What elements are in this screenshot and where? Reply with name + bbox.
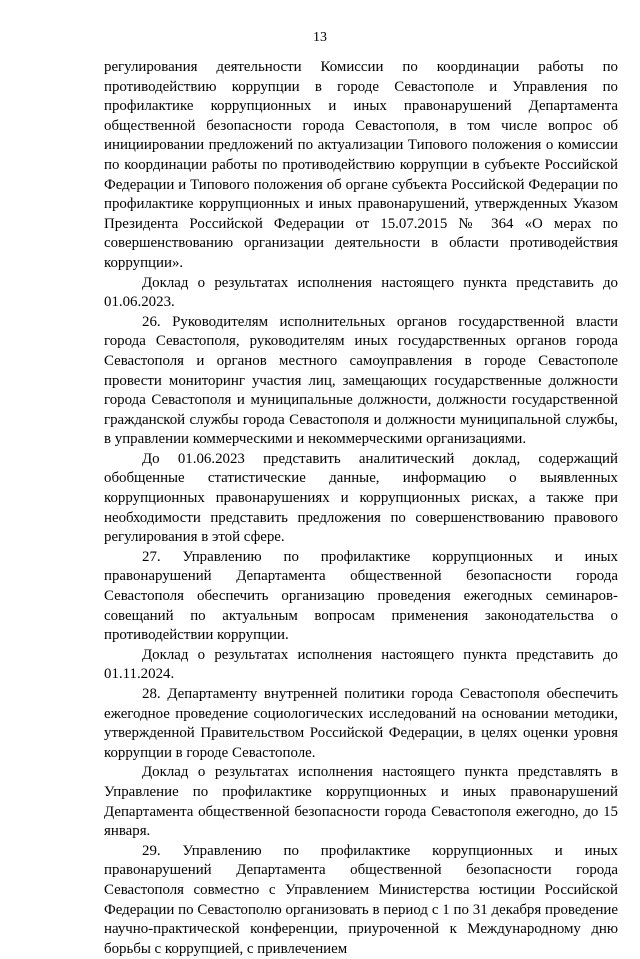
paragraph-continuation: регулирования деятельности Комиссии по координации работы по противодействию коррупции в городе Севастополе и Управления по профилактике коррупционных и иных правонарушений Департамента общественной безопасности города Севастополя, в том числе вопрос об инициировании предложений по актуализации Типового положения о комиссии по координации работы по противодействию коррупции в субъекте Российской Федерации и Типового положения об органе субъекта Российской Федерации по профилактике коррупционных и иных правонарушений, утвержденных Указом Президента Российской Федерации от 15.07.2015 № 364 «О мерах по совершенствованию организации деятельности в области противодействия коррупции».	[104, 59, 618, 271]
paragraph-item-26-report: До 01.06.2023 представить аналитический доклад, содержащий обобщенные статистические данные, информацию о выявленных коррупционных правонарушениях и коррупционных рисках, а также при необходимости представить предложения по совершенствованию правового регулирования в этой сфере.	[104, 450, 618, 546]
paragraph-report-deadline: Доклад о результатах исполнения настоящего пункта представить до 01.06.2023.	[104, 274, 618, 311]
paragraph-item-28-report: Доклад о результатах исполнения настоящего пункта представлять в Управление по профилактике коррупционных и иных правонарушений Департамента общественной безопасности города Севастополя ежегодно, до 15 января.	[104, 764, 618, 840]
page-number: 13	[313, 30, 327, 45]
paragraph-item-29: 29. Управлению по профилактике коррупционных и иных правонарушений Департамента общественной безопасности города Севастополя совместно с Управлением Министерства юстиции Российской Федерации по Севастополю организовать в период с 1 по 31 декабря проведение научно-практической конференции, приуроченной к Международному дню борьбы с коррупцией, с привлечением	[104, 842, 618, 957]
paragraph-item-27-report: Доклад о результатах исполнения настоящего пункта представить до 01.11.2024.	[104, 646, 618, 683]
paragraph-item-26: 26. Руководителям исполнительных органов государственной власти города Севастополя, руководителям иных государственных органов города Севастополя и органов местного самоуправления в городе Севастополе провести мониторинг участия лиц, замещающих государственные должности города Севастополя и муниципальные должности, должности государственной гражданской службы города Севастополя и должности муниципальной службы, в управлении коммерческими и некоммерческими организациями.	[104, 313, 618, 448]
paragraph-item-28: 28. Департаменту внутренней политики города Севастополя обеспечить ежегодное проведение социологических исследований на основании методики, утвержденной Правительством Российской Федерации, в целях оценки уровня коррупции в городе Севастополе.	[104, 686, 618, 761]
document-body	[104, 58, 618, 959]
paragraph-item-27: 27. Управлению по профилактике коррупционных и иных правонарушений Департамента общественной безопасности города Севастополя обеспечить организацию проведения ежегодных семинаров-совещаний по актуальным вопросам применения законодательства о противодействии коррупции.	[104, 548, 618, 644]
